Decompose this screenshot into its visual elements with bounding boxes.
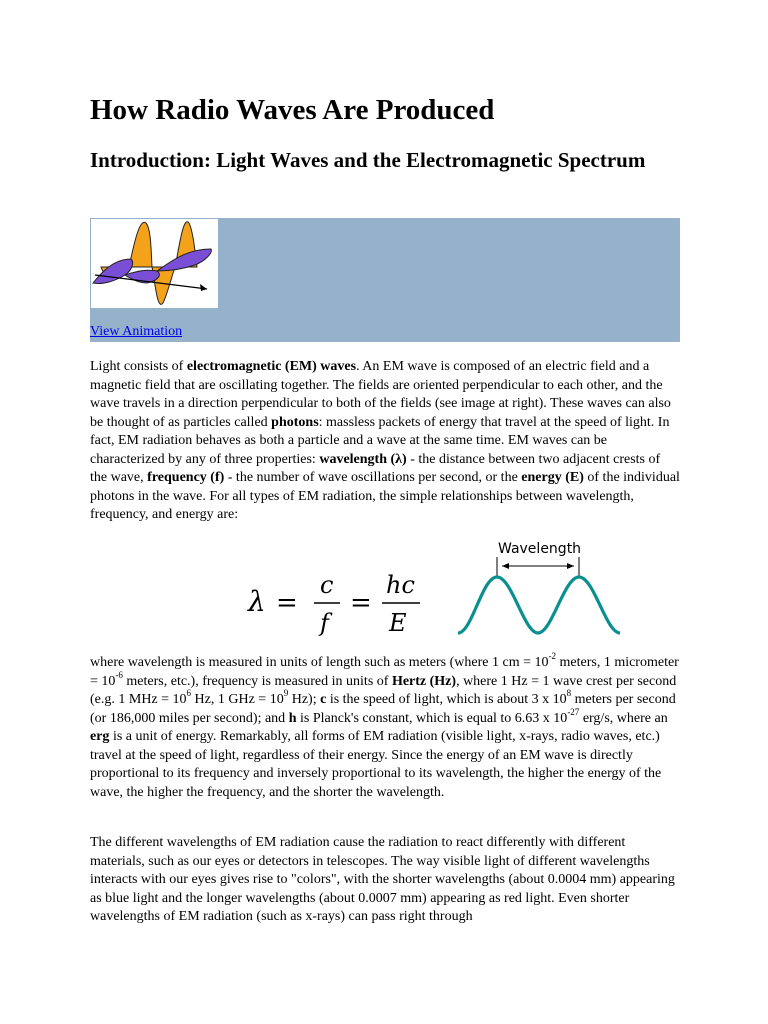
text-run: of the individual photons in the wave. For all types of EM radiation, the simple relationships between wavelength, frequency, and energy are: xyxy=(90,470,680,522)
text-run: is a unit of energy. Remarkably, all forms of EM radiation (visible light, x-rays, radio waves, etc.) travel at the speed of light, regardless of their energy. Since the energy of an EM wave is directly proportional to its frequency and inversely proportional to its wavelength, the higher the energy of the wave, the higher the frequency, and the shorter the wavelength. xyxy=(90,729,662,800)
term-photons: photons xyxy=(271,414,319,430)
numerator-hc: hc xyxy=(386,571,415,599)
denominator-f: f xyxy=(320,609,329,637)
equals-sign: = xyxy=(276,588,298,618)
exponent: 8 xyxy=(566,688,572,698)
section-heading: Introduction: Light Waves and the Electromagnetic Spectrum xyxy=(90,148,646,172)
body-paragraph-1 xyxy=(90,358,680,525)
term-energy: energy (E) xyxy=(521,470,584,485)
text-run: meters, etc.), frequency is measured in units of xyxy=(122,673,392,689)
term-frequency: frequency (f) xyxy=(147,470,225,485)
page-title: How Radio Waves Are Produced xyxy=(90,94,495,126)
text-run: : massless packets of energy that travel at the speed of light. In fact, EM radiation behaves as both a particle and a wave at the same time. EM waves can be characterized by any of three properties: xyxy=(90,414,670,467)
arrowhead-icon xyxy=(200,284,207,291)
text-run: is the speed of light, which is about 3 x 10 xyxy=(326,692,567,707)
text-run: . An EM wave is composed of an electric field and a magnetic field that are oscillating together. The fields are oriented perpendicular to each other, and the wave travels in a direction perpendicular to both of the fields (see image at right). These waves can also be thought of as particles called xyxy=(90,359,671,430)
text-run: - the number of wave oscillations per second, or the xyxy=(224,470,522,485)
wavelength-label: Wavelength xyxy=(498,541,582,557)
term-em-waves: electromagnetic (EM) waves xyxy=(186,359,357,374)
text-run: Hz); xyxy=(288,692,321,707)
em-wave-image xyxy=(91,219,218,308)
term-erg: erg xyxy=(90,729,110,744)
body-paragraph-2 xyxy=(90,651,680,802)
term-wavelength: wavelength (λ) xyxy=(319,451,407,467)
lambda-symbol: λ xyxy=(248,585,266,618)
exponent: -6 xyxy=(115,669,123,680)
numerator-c: c xyxy=(320,571,334,599)
exponent: -2 xyxy=(548,651,556,661)
text-run: Hz, 1 GHz = 10 xyxy=(191,692,284,707)
term-h: h xyxy=(288,710,297,726)
sine-wave xyxy=(458,577,620,633)
em-wave-illustration xyxy=(91,219,218,308)
text-run: , where 1 Hz = 1 wave crest per second (e.g. 1 MHz = 10 xyxy=(90,673,677,707)
body-paragraph-3: The different wavelengths of EM radiation cause the radiation to react differently with different materials, such as our eyes or detectors in telescopes. The way visible light of different wavelengths interacts with our eyes gives rise to "colors", with the shorter wavelengths (about 0.0004 mm) appearing as blue light and the longer wavelengths (about 0.0007 mm) appearing as red light. Even shorter wavelengths of EM radiation (such as x-rays) can pass right through xyxy=(90,835,675,924)
view-animation-link[interactable]: View Animation xyxy=(90,324,183,339)
term-hertz: Hertz (Hz) xyxy=(391,673,457,689)
magnetic-field-lobe xyxy=(93,259,133,284)
text-run: is Planck's constant, which is equal to 6.63 x 10 xyxy=(296,710,568,726)
text-run: erg/s, where an xyxy=(579,710,668,726)
arrowhead-icon xyxy=(502,563,509,569)
exponent: 9 xyxy=(283,688,289,698)
animation-figure xyxy=(90,218,680,342)
formula-graphic xyxy=(240,533,630,643)
equals-sign: = xyxy=(350,588,372,618)
denominator-e: E xyxy=(389,609,407,637)
exponent: 6 xyxy=(186,688,192,698)
text-run: - the distance between two adjacent crests of the wave, xyxy=(90,451,661,485)
text-run: Light consists of xyxy=(90,359,187,374)
text-run: meters per second (or 186,000 miles per second); and xyxy=(90,692,676,726)
exponent: -27 xyxy=(567,706,580,717)
wavelength-formula-figure xyxy=(240,533,630,643)
text-run: meters, 1 micrometer = 10 xyxy=(90,655,679,689)
arrowhead-icon xyxy=(567,563,574,569)
text-run: where wavelength is measured in units of length such as meters (where 1 cm = 10 xyxy=(90,655,549,670)
term-c: c xyxy=(320,692,327,707)
